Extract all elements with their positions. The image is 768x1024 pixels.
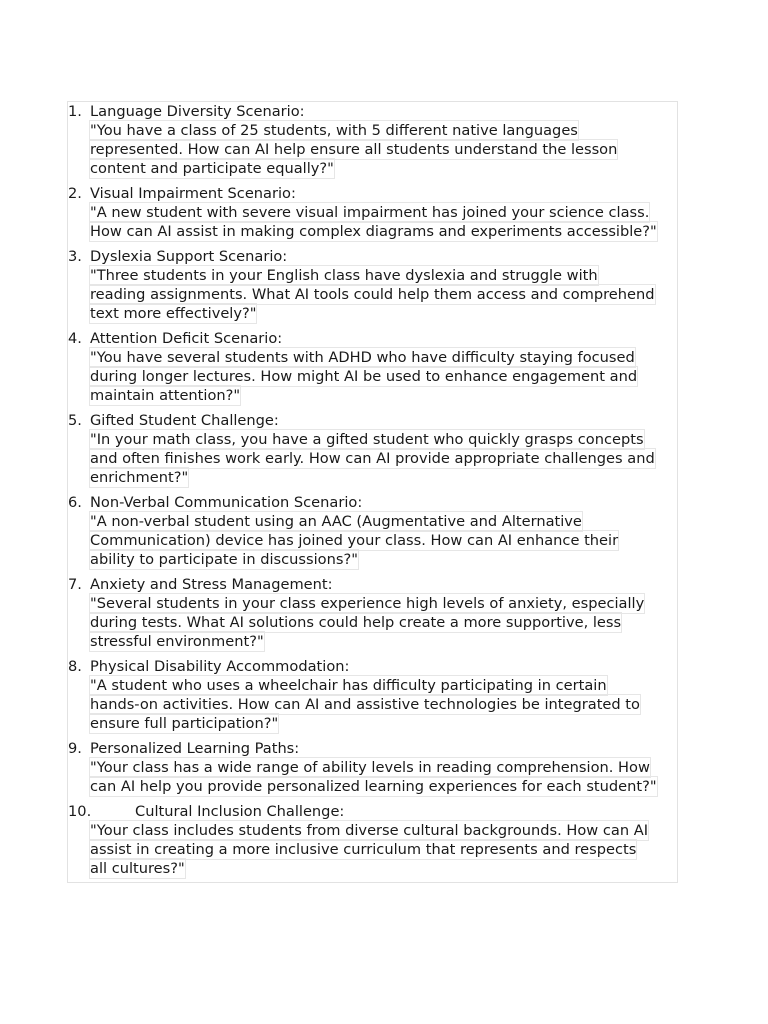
scenario-line: "Your class includes students from diverse cultural backgrounds. How can AI [90,822,649,839]
scenario-text [90,676,679,733]
scenario-line: can AI help you provide personalized learning experiences for each student?" [90,778,657,795]
scenario-line: all cultures?" [90,860,185,877]
scenario-text [90,348,679,405]
scenario-title: Gifted Student Challenge: [90,412,279,429]
scenario-line: ability to participate in discussions?" [90,551,358,568]
scenario-line: How can AI assist in making complex diagrams and experiments accessible?" [90,223,657,240]
document-page [67,101,678,883]
scenario-title: Personalized Learning Paths: [90,740,300,757]
scenario-line: during tests. What AI solutions could help create a more supportive, less [90,614,622,631]
scenario-title: Dyslexia Support Scenario: [90,248,288,265]
scenario-line: reading assignments. What AI tools could help them access and comprehend [90,286,655,303]
scenario-line: "A non-verbal student using an AAC (Augmentative and Alternative [90,513,582,530]
list-item [68,184,679,241]
list-item [68,575,679,651]
list-item [68,493,679,569]
scenario-text [90,758,679,796]
scenario-line: "Your class has a wide range of ability levels in reading comprehension. How [90,759,650,776]
scenario-line: and often finishes work early. How can AI provide appropriate challenges and [90,450,655,467]
scenario-line: "A student who uses a wheelchair has difficulty participating in certain [90,677,607,694]
item-number: 5. [68,412,82,429]
scenario-title: Physical Disability Accommodation: [90,658,350,675]
scenario-line: "In your math class, you have a gifted student who quickly grasps concepts [90,431,644,448]
scenario-title: Anxiety and Stress Management: [90,576,333,593]
list-item [68,739,679,796]
scenario-line: "A new student with severe visual impairment has joined your science class. [90,204,650,221]
scenario-text [90,430,679,487]
scenario-line: Communication) device has joined your class. How can AI enhance their [90,532,619,549]
scenario-text [90,121,679,178]
scenario-title: Language Diversity Scenario: [90,103,305,120]
list-item [68,247,679,323]
scenario-line: "You have several students with ADHD who have difficulty staying focused [90,349,635,366]
item-number: 8. [68,658,82,675]
scenario-line: "Several students in your class experience high levels of anxiety, especially [90,595,645,612]
scenario-line: hands-on activities. How can AI and assistive technologies be integrated to [90,696,640,713]
scenario-line: enrichment?" [90,469,189,486]
scenario-title: Cultural Inclusion Challenge: [135,803,345,820]
scenario-line: assist in creating a more inclusive curriculum that represents and respects [90,841,637,858]
scenario-text [90,266,679,323]
item-number: 10. [68,803,92,820]
item-number: 6. [68,494,82,511]
list-item [68,657,679,733]
scenario-text [90,203,679,241]
scenario-text [90,594,679,651]
scenario-line: during longer lectures. How might AI be used to enhance engagement and [90,368,638,385]
item-number: 4. [68,330,82,347]
scenario-line: content and participate equally?" [90,160,334,177]
scenario-title: Visual Impairment Scenario: [90,185,296,202]
scenario-title: Non-Verbal Communication Scenario: [90,494,363,511]
scenario-text [90,821,679,878]
item-number: 9. [68,740,82,757]
scenario-line: ensure full participation?" [90,715,279,732]
item-number: 2. [68,185,82,202]
list-item [68,802,679,878]
list-item [68,102,679,178]
item-number: 7. [68,576,82,593]
scenario-line: text more effectively?" [90,305,257,322]
scenario-title: Attention Deficit Scenario: [90,330,283,347]
scenario-line: represented. How can AI help ensure all students understand the lesson [90,141,618,158]
scenario-line: maintain attention?" [90,387,241,404]
scenario-text [90,512,679,569]
list-item [68,329,679,405]
scenario-line: "Three students in your English class have dyslexia and struggle with [90,267,598,284]
item-number: 3. [68,248,82,265]
scenario-list [68,102,679,878]
scenario-line: "You have a class of 25 students, with 5 different native languages [90,122,578,139]
item-number: 1. [68,103,82,120]
list-item [68,411,679,487]
scenario-line: stressful environment?" [90,633,264,650]
